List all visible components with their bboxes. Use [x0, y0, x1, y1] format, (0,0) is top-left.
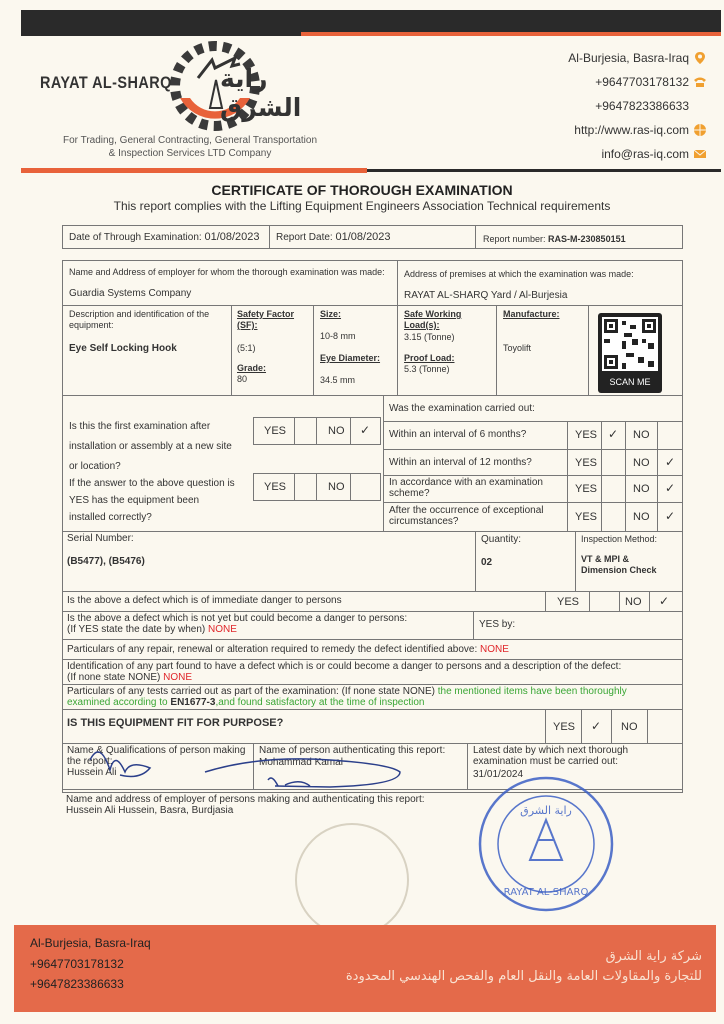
future-danger-line-2: (If YES state the date by when) [67, 624, 206, 635]
footer-tagline-ar: للتجارة والمقاولات العامة والنقل العام والفحص الهندسي المحدودة [345, 969, 702, 984]
interval12-no[interactable]: NO [633, 457, 650, 469]
fit-for-purpose-question: IS THIS EQUIPMENT FIT FOR PURPOSE? [67, 717, 284, 729]
divider [619, 591, 620, 611]
location-pin-icon [693, 51, 707, 65]
contact-website[interactable] [487, 118, 707, 142]
fit-no[interactable]: NO [621, 721, 638, 733]
logo-text-ar: راية الشرق [220, 64, 302, 122]
first-exam-line-3: or location? [69, 461, 121, 472]
first-exam-answer [253, 417, 381, 445]
serial-value: (B5477), (B5476) [67, 556, 145, 567]
divider [63, 743, 682, 744]
divider [350, 474, 351, 500]
next-exam-label: Latest date by which next thorough examination must be carried out: [473, 745, 629, 767]
yes-option[interactable]: YES [264, 481, 287, 493]
top-bar [21, 10, 721, 36]
divider [383, 395, 384, 531]
tagline-line-2: & Inspection Services LTD Company [108, 148, 272, 159]
person-label: Name & Qualifications of person making the report: [67, 745, 246, 767]
tests-standard: EN1677-3 [170, 697, 216, 708]
divider [657, 421, 658, 531]
report-employer-label: Name and address of employer of persons making and authenticating this report: [66, 794, 425, 805]
divider [581, 709, 582, 743]
divider [567, 421, 568, 531]
eye-diameter-label: Eye Diameter: [320, 353, 381, 363]
divider [601, 421, 602, 531]
svg-text:RAYAT AL-SHARQ: RAYAT AL-SHARQ [503, 887, 589, 898]
person-value: Hussein Ali [67, 767, 117, 778]
divider [473, 611, 474, 639]
divider [63, 611, 682, 612]
contact-address [487, 46, 707, 70]
tagline-line-1: For Trading, General Contracting, General Transportation [62, 135, 318, 146]
report-number [483, 234, 626, 245]
manufacture-label: Manufacture: [503, 309, 560, 319]
no-option[interactable]: NO [328, 481, 345, 493]
divider [589, 591, 590, 611]
next-exam-value: 31/01/2024 [473, 769, 524, 780]
qr-code[interactable] [598, 313, 662, 393]
proof-load-label: Proof Load: [404, 353, 455, 363]
divider [545, 709, 546, 743]
svg-text:راية الشرق: راية الشرق [520, 804, 572, 817]
divider [647, 709, 648, 743]
eye-diameter-value: 34.5 mm [320, 375, 356, 385]
footer-bar [14, 925, 716, 1012]
interval6-yes[interactable]: YES [575, 429, 598, 441]
immediate-no[interactable]: NO [625, 596, 642, 608]
contact-phone-1 [487, 70, 707, 94]
company-logo [40, 38, 340, 134]
company-tagline [40, 134, 340, 160]
size-label: Size: [320, 309, 342, 319]
divider [63, 789, 682, 790]
report-employer-value: Hussein Ali Hussein, Basra, Burdjasia [66, 805, 234, 816]
spacer-icon [693, 99, 707, 113]
none-value: NONE [480, 644, 509, 655]
logo-text-en: RAYAT AL-SHARQ [40, 73, 172, 92]
divider [63, 639, 682, 640]
footer-phone-1: +9647703178132 [30, 957, 124, 971]
checkmark-icon: ✓ [659, 594, 670, 608]
address-text: Al-Burjesia, Basra-Iraq [568, 51, 689, 65]
none-value: NONE [163, 672, 193, 683]
divider [63, 684, 682, 685]
checkmark-icon: ✓ [591, 719, 602, 733]
footer-company-ar: شركة راية الشرق [605, 949, 702, 964]
scheme-question: In accordance with an examination scheme? [389, 477, 543, 499]
divider [383, 449, 682, 450]
manufacture-value: Toyolift [503, 343, 532, 353]
divider [467, 743, 468, 789]
identification-line-1: Identification of any part found to have a defect which is or could become a danger to persons and a description of the defect: [67, 661, 622, 672]
proof-load-value: 5.3 (Tonne) [404, 364, 450, 374]
exceptional-no[interactable]: NO [633, 511, 650, 523]
scan-me-label: SCAN ME [609, 377, 651, 387]
installed-line-3: installed correctly? [69, 512, 152, 523]
divider [575, 531, 576, 591]
yes-option[interactable]: YES [264, 425, 287, 437]
checkmark-icon: ✓ [608, 427, 619, 441]
exam-date-label: Date of Through Examination: [69, 232, 202, 243]
divider [350, 418, 351, 444]
immediate-yes[interactable]: YES [557, 596, 580, 608]
no-option[interactable]: NO [328, 425, 345, 437]
immediate-danger-question: Is the above a defect which is of immediate danger to persons [67, 595, 342, 606]
globe-icon [693, 123, 707, 137]
divider [588, 305, 589, 395]
inspection-method-value: VT & MPI & Dimension Check [581, 554, 657, 575]
divider [383, 502, 682, 503]
divider [253, 743, 254, 789]
tests-particulars [67, 686, 679, 708]
certificate-title: CERTIFICATE OF THOROUGH EXAMINATION [211, 182, 513, 198]
safety-factor-value: (5:1) [237, 343, 256, 353]
company-stamp [480, 778, 612, 910]
repair-particulars [67, 644, 509, 655]
divider [496, 305, 497, 395]
size-value: 10-8 mm [320, 331, 356, 341]
checkmark-icon: ✓ [360, 423, 371, 437]
divider [269, 226, 270, 248]
quantity-value: 02 [481, 557, 493, 568]
auth-label: Name of person authenticating this report: [259, 745, 446, 756]
divider [625, 421, 626, 531]
divider [63, 305, 682, 306]
header-divider-orange [21, 168, 367, 173]
report-number-value: RAS-M-230850151 [548, 234, 626, 244]
interval12-yes[interactable]: YES [575, 457, 598, 469]
divider [294, 474, 295, 500]
report-date-value: 01/08/2023 [335, 231, 391, 243]
checkmark-icon: ✓ [665, 481, 676, 495]
website-link[interactable]: http://www.ras-iq.com [574, 123, 689, 137]
inspection-method-label: Inspection Method: [581, 534, 658, 544]
mail-icon [693, 147, 707, 161]
equipment-desc-label: Description and identification of the equipment: [69, 309, 210, 330]
report-date-label: Report Date: [276, 232, 333, 243]
footer-address: Al-Burjesia, Basra-Iraq [30, 936, 151, 950]
serial-label: Serial Number: [67, 533, 134, 544]
tests-result-3: ,and found satisfactory at the time of inspection [215, 697, 425, 708]
swl-value: 3.15 (Tonne) [404, 332, 455, 342]
certificate-subtitle: This report complies with the Lifting Equipment Engineers Association Technical requirements [113, 199, 611, 213]
report-date [276, 232, 391, 243]
divider [383, 475, 682, 476]
divider [316, 418, 317, 444]
phone-icon [693, 75, 707, 89]
future-danger-line-1: Is the above a defect which is not yet but could become a danger to persons: [67, 613, 408, 624]
exceptional-yes[interactable]: YES [575, 511, 598, 523]
divider [649, 591, 650, 611]
divider [63, 395, 682, 396]
divider [397, 261, 398, 395]
exam-date-value: 01/08/2023 [204, 231, 260, 243]
email-link[interactable]: info@ras-iq.com [601, 147, 689, 161]
footer-phone-2: +9647823386633 [30, 977, 124, 991]
equipment-desc-value: Eye Self Locking Hook [69, 343, 177, 354]
divider [545, 591, 546, 611]
quantity-label: Quantity: [481, 534, 522, 545]
divider [383, 421, 682, 422]
scheme-yes[interactable]: YES [575, 483, 598, 495]
employer-label: Name and Address of employer for whom the thorough examination was made: [69, 267, 385, 277]
identification-line-2: (If none state NONE) [67, 672, 161, 683]
divider [316, 474, 317, 500]
phone1-text: +9647703178132 [595, 75, 689, 89]
examination-form [62, 260, 683, 793]
divider [313, 305, 314, 395]
grade-label: Grade: [237, 363, 267, 373]
future-danger-question [67, 613, 407, 635]
tests-label: Particulars of any tests carried out as part of the examination: (If none state NONE) [67, 686, 435, 697]
checkmark-icon: ✓ [665, 455, 676, 469]
divider [611, 709, 612, 743]
exceptional-question: After the occurrence of exceptional circumstances? [389, 505, 544, 527]
interval-12-question: Within an interval of 12 months? [389, 457, 532, 468]
none-value: NONE [208, 624, 237, 635]
defect-identification [67, 661, 679, 683]
first-exam-line-1: Is this the first examination after [69, 421, 211, 432]
divider [294, 418, 295, 444]
yes-by-label: YES by: [479, 619, 516, 630]
divider [475, 226, 476, 248]
contact-email[interactable] [487, 142, 707, 166]
report-number-label: Report number: [483, 234, 546, 244]
divider [63, 709, 682, 710]
divider [63, 659, 682, 660]
first-exam-line-2: installation or assembly at a new site [69, 441, 232, 452]
auth-value: Mohammad Kamal [259, 757, 343, 768]
contact-phone-2 [487, 94, 707, 118]
interval-6-question: Within an interval of 6 months? [389, 429, 527, 440]
repair-label: Particulars of any repair, renewal or alteration required to remedy the defect identified above: [67, 644, 478, 655]
fit-yes[interactable]: YES [553, 721, 576, 733]
tests-result-1: the mentioned items have been thoroughly [437, 686, 627, 697]
swl-label: Safe Working Load(s): [404, 309, 462, 330]
header-divider-dark [367, 169, 721, 172]
premises-value: RAYAT AL-SHARQ Yard / Al-Burjesia [404, 290, 568, 301]
employer-value: Guardia Systems Company [69, 288, 192, 299]
dates-row [62, 225, 683, 249]
faded-stamp [296, 824, 408, 936]
installed-line-2: YES has the equipment been [69, 495, 200, 506]
divider [475, 531, 476, 591]
interval6-no[interactable]: NO [633, 429, 650, 441]
scheme-no[interactable]: NO [633, 483, 650, 495]
qr-code-icon [602, 317, 658, 371]
carried-out-label: Was the examination carried out: [389, 403, 535, 414]
exam-date [69, 232, 260, 243]
divider [63, 531, 682, 532]
first-exam-question [69, 417, 249, 477]
divider [231, 305, 232, 395]
safety-factor-label: Safety Factor (SF): [237, 309, 295, 330]
installed-question [69, 475, 249, 526]
grade-value: 80 [237, 374, 248, 384]
phone2-text: +9647823386633 [595, 99, 689, 113]
tests-result-2: examined according to [67, 697, 168, 708]
contact-block [487, 46, 707, 166]
installed-answer [253, 473, 381, 501]
premises-label: Address of premises at which the examination was made: [404, 269, 634, 279]
installed-line-1: If the answer to the above question is [69, 478, 235, 489]
checkmark-icon: ✓ [665, 509, 676, 523]
